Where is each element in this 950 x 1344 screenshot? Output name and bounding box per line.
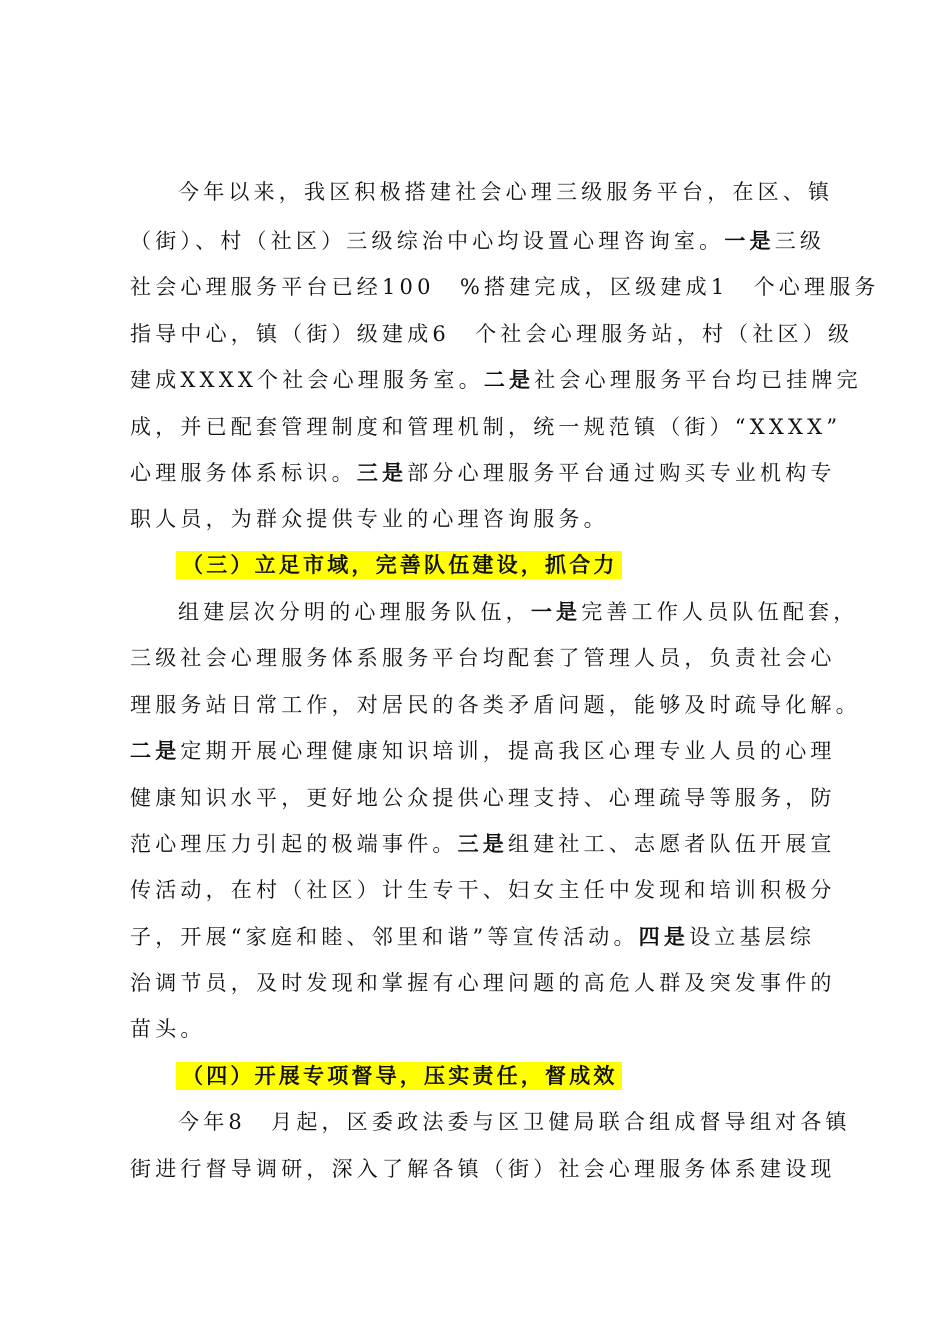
ordinal-marker: 三是 bbox=[457, 831, 509, 856]
paragraph-line: 成，并已配套管理制度和管理机制，统一规范镇（街）“XXXX” bbox=[130, 415, 842, 439]
paragraph-line: 理服务站日常工作，对居民的各类矛盾问题，能够及时疏导化解。 bbox=[130, 693, 861, 717]
paragraph-line: （街）、村（社区）三级综治中心均设置心理咨询室。一是三级 bbox=[130, 228, 826, 253]
ordinal-marker: 一是 bbox=[724, 228, 775, 253]
ordinal-marker: 二是 bbox=[483, 367, 535, 392]
ordinal-marker: 一是 bbox=[530, 599, 582, 624]
section-heading-4: （四）开展专项督导，压实责任，督成效 bbox=[176, 1062, 622, 1090]
paragraph-line: 子，开展“家庭和睦、邻里和谐”等宣传活动。四是设立基层综 bbox=[130, 924, 816, 949]
paragraph-line: 社会心理服务平台已经100 %搭建完成，区级建成1 个心理服务 bbox=[130, 275, 880, 299]
ordinal-marker: 四是 bbox=[638, 924, 690, 949]
paragraph-line: 治调节员，及时发现和掌握有心理问题的高危人群及突发事件的 bbox=[130, 971, 836, 995]
paragraph-line: 街进行督导调研，深入了解各镇（街）社会心理服务体系建设现 bbox=[130, 1157, 836, 1181]
paragraph-line: 职人员，为群众提供专业的心理咨询服务。 bbox=[130, 507, 609, 531]
paragraph-line: 三级社会心理服务体系服务平台均配套了管理人员，负责社会心 bbox=[130, 646, 836, 670]
paragraph-line: 今年8 月起，区委政法委与区卫健局联合组成督导组对各镇 bbox=[178, 1110, 851, 1134]
paragraph-line: 心理服务体系标识。三是部分心理服务平台通过购买专业机构专 bbox=[130, 460, 836, 485]
paragraph-line: 苗头。 bbox=[130, 1017, 206, 1041]
paragraph-line: 传活动，在村（社区）计生专干、妇女主任中发现和培训积极分 bbox=[130, 878, 836, 902]
paragraph-line: 范心理压力引起的极端事件。三是组建社工、志愿者队伍开展宣 bbox=[130, 831, 836, 856]
paragraph-line: 指导中心，镇（街）级建成6 个社会心理服务站，村（社区）级 bbox=[130, 322, 854, 346]
paragraph-line: 健康知识水平，更好地公众提供心理支持、心理疏导等服务，防 bbox=[130, 786, 836, 810]
paragraph-line: 二是定期开展心理健康知识培训，提高我区心理专业人员的心理 bbox=[130, 738, 836, 763]
ordinal-marker: 三是 bbox=[356, 460, 408, 485]
paragraph-line: 组建层次分明的心理服务队伍，一是完善工作人员队伍配套， bbox=[178, 599, 859, 624]
paragraph-line: 建成XXXX个社会心理服务室。二是社会心理服务平台均已挂牌完 bbox=[130, 367, 862, 392]
paragraph-line: 今年以来，我区积极搭建社会心理三级服务平台，在区、镇 bbox=[178, 180, 834, 204]
section-heading-3: （三）立足市域，完善队伍建设，抓合力 bbox=[176, 551, 622, 579]
ordinal-marker: 二是 bbox=[130, 738, 181, 763]
